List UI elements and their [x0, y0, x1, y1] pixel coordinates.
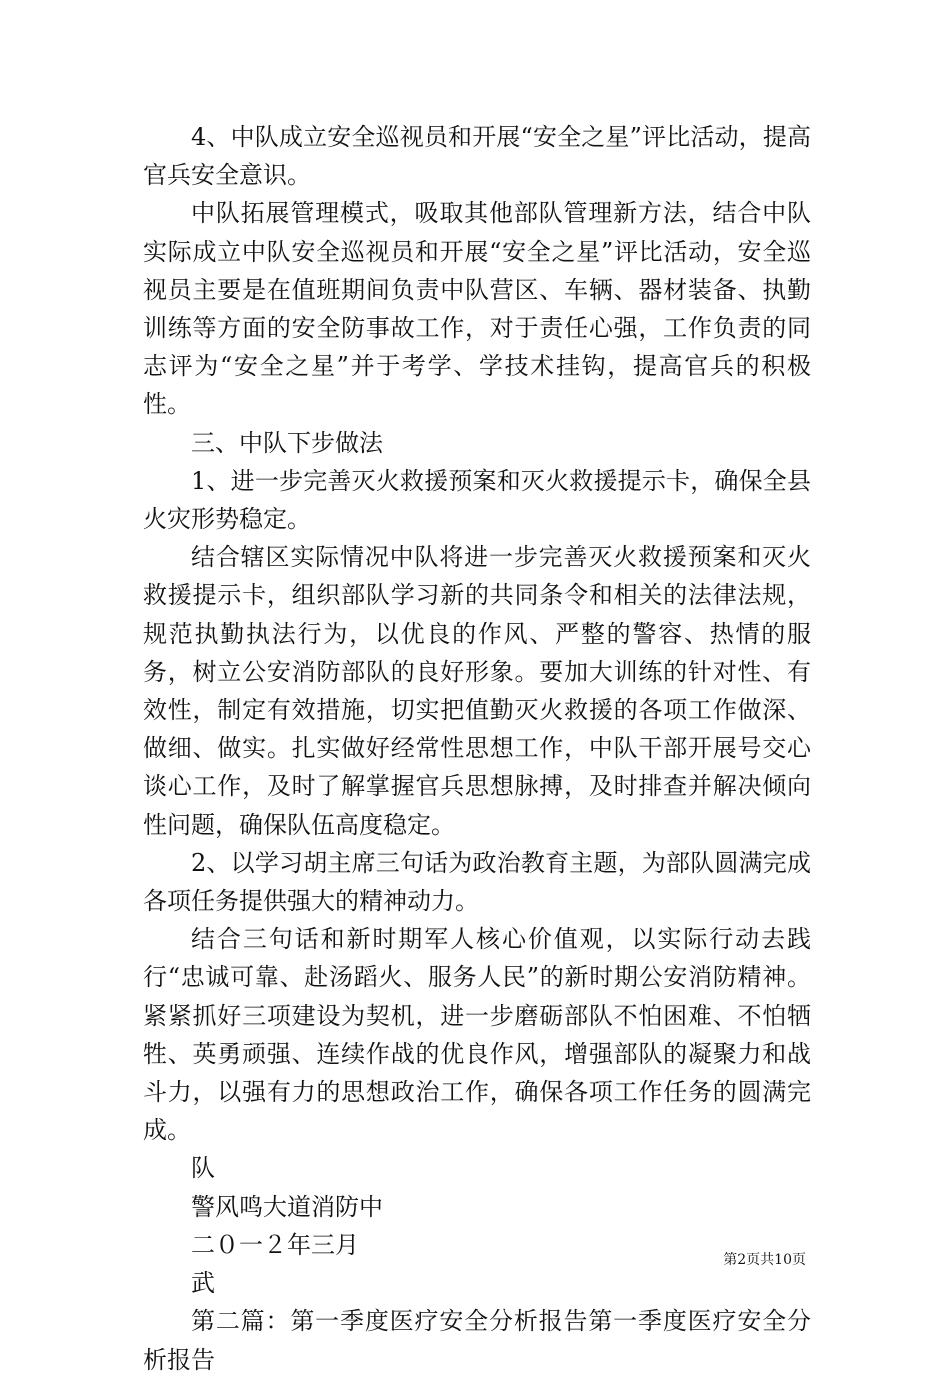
- paragraph: 结合三句话和新时期军人核心价值观，以实际行动去践行“忠诚可靠、赴汤蹈火、服务人民”的新时期公安消防精神。紧紧抓好三项建设为契机，进一步磨砺部队不怕困难、不怕牺牲、英勇顽强、连续作战的优良作风，增强部队的凝聚力和战斗力，以强有力的思想政治工作，确保各项工作任务的圆满完成。: [143, 925, 811, 1145]
- paragraph: 三、中队下步做法: [191, 428, 383, 457]
- paragraph: 1、进一步完善灭火救援预案和灭火救援提示卡，确保全县火灾形势稳定。: [143, 466, 811, 534]
- paragraph: 中队拓展管理模式，吸取其他部队管理新方法，结合中队实际成立中队安全巡视员和开展“安全之星”评比活动，安全巡视员主要是在值班期间负责中队营区、车辆、器材装备、执勤训练等方面的安全防事故工作，对于责任心强，工作负责的同志评为“安全之星”并于考学、学技术挂钩，提高官兵的积极性。: [143, 199, 811, 419]
- paragraph: 4、中队成立安全巡视员和开展“安全之星”评比活动，提高官兵安全意识。: [143, 123, 811, 190]
- paragraph: 第二篇：第一季度医疗安全分析报告第一季度医疗安全分析报告: [143, 1307, 811, 1374]
- paragraph: 结合辖区实际情况中队将进一步完善灭火救援预案和灭火救援提示卡，组织部队学习新的共同条令和相关的法律法规，规范执勤执法行为，以优良的作风、严整的警容、热情的服务，树立公安消防部队的良好形象。要加大训练的针对性、有效性，制定有效措施，切实把值勤灭火救援的各项工作做深、做细、做实。扎实做好经常性思想工作，中队干部开展号交心谈心工作，及时了解掌握官兵思想脉搏，及时排查并解决倾向性问题，确保队伍高度稳定。: [143, 543, 811, 839]
- paragraph: 2、以学习胡主席三句话为政治教育主题，为部队圆满完成各项任务提供强大的精神动力。: [143, 848, 811, 916]
- paragraph: 队: [191, 1154, 215, 1183]
- paragraph: 二０一２年三月: [191, 1230, 359, 1259]
- paragraph: 警风鸣大道消防中: [191, 1192, 383, 1221]
- paragraph: 武: [191, 1269, 215, 1298]
- page-number-footer: 第2页共10页: [723, 1252, 806, 1268]
- document-body: [143, 118, 811, 1379]
